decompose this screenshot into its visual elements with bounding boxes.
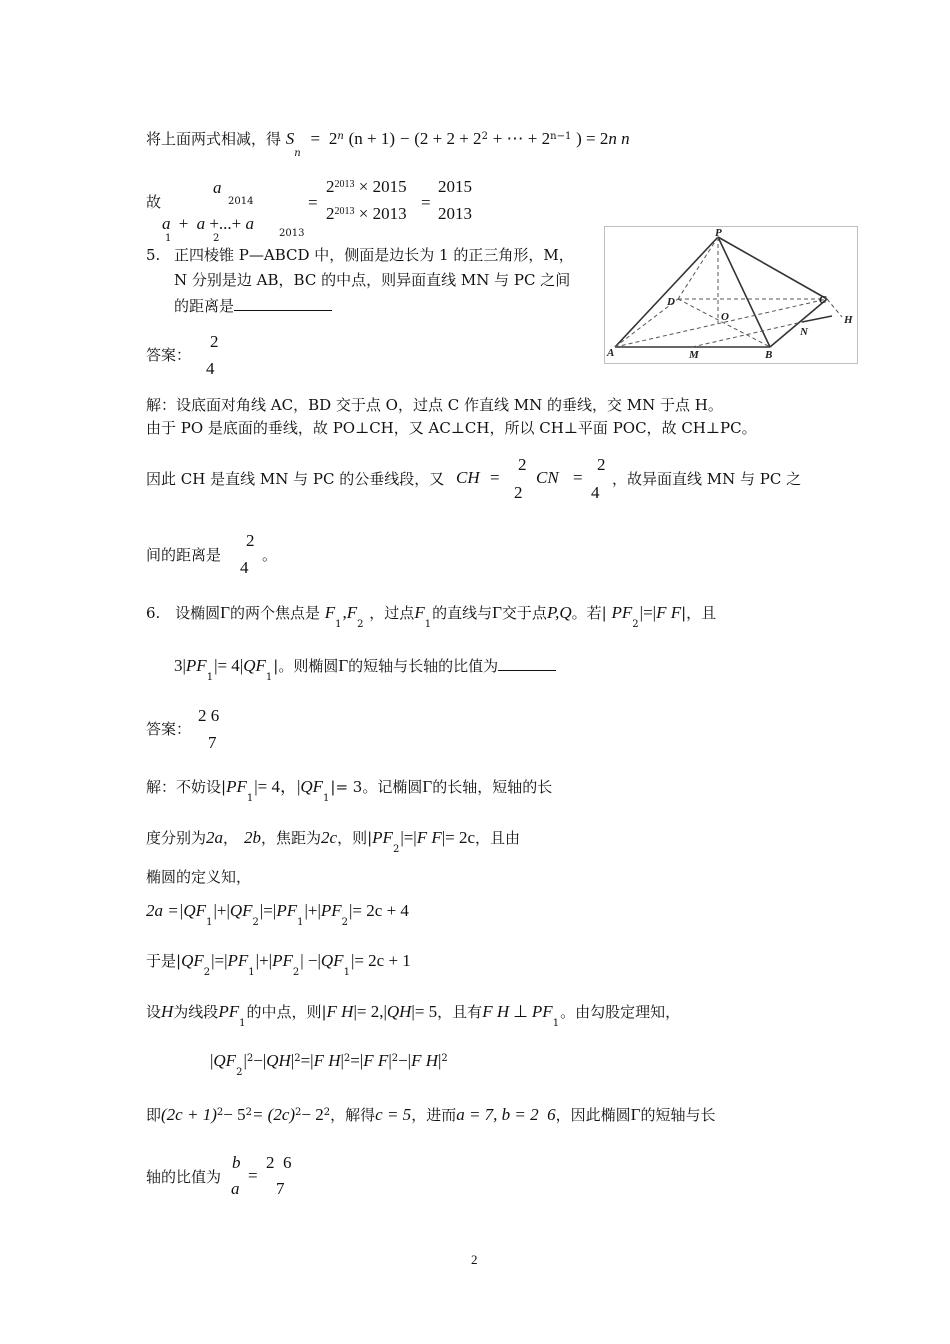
- math-symbol: =: [490, 468, 500, 487]
- subscript: 1: [343, 967, 350, 978]
- math-symbol: =: [308, 193, 318, 212]
- math-symbol: =: [310, 129, 321, 148]
- math-symbol: F: [324, 603, 336, 622]
- subscript: 2013: [279, 228, 305, 239]
- math-symbol: |= 4，|: [254, 777, 301, 796]
- math-symbol: PF: [185, 656, 207, 675]
- text: ，过点: [369, 604, 415, 622]
- math-symbol: QF: [181, 951, 204, 970]
- solution-text: 由于 PO 是底面的垂线，故 PO⊥CH，又 AC⊥CH，所以 CH⊥平面 POC，故 CH⊥PC。: [146, 419, 757, 437]
- subscript: 1: [246, 793, 254, 804]
- math-symbol: P,Q: [546, 603, 572, 622]
- text: 故: [146, 193, 162, 211]
- math-symbol: 2b: [244, 828, 262, 847]
- denominator: [162, 214, 254, 234]
- label-N: N: [800, 326, 808, 338]
- text: 为线段: [173, 1003, 219, 1021]
- math-expr: ) = 2: [576, 129, 609, 148]
- math-symbol: | −|: [300, 951, 321, 970]
- math-symbol: =: [248, 1166, 258, 1185]
- superscript: n−1: [550, 131, 572, 142]
- math-symbol: |: [290, 1051, 295, 1070]
- text: 的长轴，短轴的长: [432, 778, 553, 796]
- math-symbol: QF: [229, 901, 253, 920]
- label-C: C: [819, 294, 827, 306]
- math-symbol: |+|: [213, 901, 230, 920]
- math-symbol: F H: [313, 1051, 341, 1070]
- math-symbol: QF: [300, 777, 324, 796]
- solution-text: 解：设底面对角线 AC，BD 交于点 O，过点 C 作直线 MN 的垂线，交 MN 于点 H。: [146, 396, 723, 414]
- label-A: A: [607, 347, 615, 359]
- subscript: 2: [632, 619, 639, 630]
- math-expr: + ⋯ + 2: [492, 129, 551, 148]
- superscript: 2: [246, 1053, 254, 1064]
- math-symbol: Γ: [338, 656, 349, 675]
- question-number: 5.: [146, 246, 161, 264]
- math-symbol: F F: [416, 828, 442, 847]
- math-symbol: × 2015: [358, 177, 407, 196]
- math-symbol: −|: [398, 1051, 412, 1070]
- text: 交于点: [501, 604, 547, 622]
- math-symbol: +: [178, 214, 189, 233]
- fraction-numerator: 2: [518, 455, 527, 474]
- math-symbol: QF: [213, 1051, 237, 1070]
- math-symbol: |=|: [639, 603, 657, 622]
- answer-numerator: 2 6: [198, 706, 220, 725]
- derivation-line-1: [146, 129, 630, 159]
- math-symbol: 2: [328, 129, 338, 148]
- subscript: 1: [297, 917, 304, 928]
- math-symbol: a: [245, 214, 255, 233]
- math-symbol: |= 2c: [441, 828, 476, 847]
- fraction-denominator: 4: [240, 558, 249, 577]
- label-D: D: [667, 296, 675, 308]
- label-P: P: [715, 227, 722, 239]
- fraction-numerator: b: [232, 1153, 241, 1172]
- math-symbol: = (2c): [251, 1105, 296, 1124]
- pyramid-figure: [604, 226, 858, 364]
- math-symbol: PF: [320, 901, 342, 920]
- subscript: 1: [206, 672, 214, 683]
- text: 的两个焦点是: [229, 604, 320, 622]
- math-symbol: CN: [536, 468, 559, 487]
- text: ，因此椭圆: [555, 1106, 631, 1124]
- denominator: 2013: [438, 204, 472, 223]
- math-symbol: PF: [372, 828, 393, 847]
- text: ，进而: [411, 1106, 457, 1124]
- question-text: [174, 296, 332, 315]
- math-symbol: PF: [611, 603, 633, 622]
- math-symbol: − 2: [301, 1105, 324, 1124]
- text: 。由勾股定理知，: [560, 1003, 681, 1021]
- superscript: 2: [294, 1053, 301, 1064]
- math-symbol: |: [340, 1051, 344, 1070]
- math-symbol: |=|: [400, 828, 417, 847]
- math-symbol: Γ: [422, 777, 433, 796]
- fraction-denominator: 2: [514, 483, 523, 502]
- subscript: 1: [248, 967, 255, 978]
- math-symbol: a: [196, 214, 206, 233]
- answer-denominator: 4: [206, 359, 215, 378]
- math-symbol: −: [399, 129, 410, 148]
- subscript: 1: [335, 619, 342, 630]
- fraction-numerator: 2: [597, 455, 606, 474]
- text: 设: [146, 1003, 162, 1021]
- answer-label: 答案：: [146, 720, 192, 738]
- solution-text: 。: [262, 546, 278, 564]
- subscript: 2: [203, 967, 211, 978]
- superscript: 2: [216, 1107, 224, 1118]
- text: 的中点，则|: [246, 1003, 327, 1021]
- question-text: [146, 603, 717, 630]
- math-symbol: F: [414, 603, 425, 622]
- math-symbol: |+|: [304, 901, 321, 920]
- math-symbol: PF: [272, 951, 293, 970]
- math-symbol: Γ: [492, 603, 502, 622]
- solution-text: 椭圆的定义知，: [146, 868, 252, 886]
- math-symbol: 2: [326, 204, 335, 223]
- superscript: 2: [343, 1053, 351, 1064]
- solution-text: 间的距离是: [146, 546, 222, 564]
- text: ，且由: [475, 829, 521, 847]
- math-symbol: PF: [531, 1002, 553, 1021]
- text: 将上面两式相减，得: [146, 130, 282, 148]
- equation-line: [210, 1051, 448, 1078]
- text: ，焦距为: [261, 829, 322, 847]
- math-symbol: |=|: [259, 901, 277, 920]
- math-symbol: QF: [320, 951, 344, 970]
- solution-text: 轴的比值为: [146, 1168, 222, 1186]
- math-symbol: 2a =|: [146, 901, 184, 920]
- solution-line: [146, 470, 444, 488]
- subscript: 1: [265, 672, 273, 683]
- subscript: 1: [239, 1018, 246, 1029]
- math-symbol: |= 5: [411, 1002, 438, 1021]
- equation-line: [146, 951, 411, 978]
- math-symbol: QF: [243, 656, 266, 675]
- math-symbol: QH: [386, 1002, 412, 1021]
- text: ，则|: [337, 829, 373, 847]
- subscript: 1: [424, 619, 432, 630]
- equation-line: [146, 901, 409, 928]
- superscript: 2: [245, 1107, 252, 1118]
- math-symbol: =: [573, 468, 583, 487]
- text: 于是|: [146, 952, 182, 970]
- question-text: N 分别是边 AB，BC 的中点，则异面直线 MN 与 PC 之间: [174, 271, 571, 289]
- superscript: 2: [391, 1053, 399, 1064]
- superscript: n: [337, 131, 344, 142]
- math-symbol: Γ: [220, 603, 230, 622]
- subscript: 2014: [228, 196, 254, 207]
- label-O: O: [721, 311, 729, 323]
- math-symbol: H: [161, 1002, 174, 1021]
- math-symbol: × 2013: [358, 204, 407, 223]
- math-symbol: 2c: [321, 828, 338, 847]
- superscript: 2013: [334, 206, 355, 217]
- fraction-numerator: 2: [246, 531, 255, 550]
- math-symbol: S: [285, 129, 295, 148]
- math-symbol: F H: [411, 1051, 439, 1070]
- text: |。则椭圆: [273, 657, 339, 675]
- answer-numerator: 2: [210, 332, 219, 351]
- fraction-denominator: 4: [591, 483, 600, 502]
- math-symbol: a: [162, 214, 171, 233]
- text: |，且: [681, 604, 717, 622]
- answer-blank: [498, 656, 556, 671]
- math-symbol: CH: [456, 468, 480, 487]
- subscript: 1: [552, 1018, 560, 1029]
- text: 的距离是: [174, 297, 235, 315]
- math-expr: (2 + 2 + 2: [414, 129, 482, 148]
- math-symbol: (2c + 1): [161, 1105, 217, 1124]
- subscript: 2: [292, 967, 300, 978]
- math-symbol: |= 4|: [214, 656, 244, 675]
- text: 即: [146, 1106, 162, 1124]
- math-symbol: +...+: [209, 214, 242, 233]
- math-symbol: PF: [218, 1002, 240, 1021]
- superscript: 2: [481, 131, 488, 142]
- math-symbol: |=|: [211, 951, 228, 970]
- math-symbol: QF: [183, 901, 207, 920]
- math-symbol: Γ: [630, 1105, 641, 1124]
- text: 的直线与: [432, 604, 493, 622]
- math-symbol: 2: [326, 177, 335, 196]
- math-symbol: |: [438, 1051, 442, 1070]
- subscript: 2: [341, 917, 349, 928]
- math-symbol: ⊥: [513, 1002, 528, 1021]
- label-B: B: [765, 349, 773, 361]
- math-symbol: F H: [326, 1002, 354, 1021]
- subscript: n: [294, 148, 301, 159]
- math-symbol: |+|: [255, 951, 273, 970]
- math-symbol: =: [421, 193, 431, 212]
- math-symbol: −|: [253, 1051, 267, 1070]
- math-symbol: |: [210, 1051, 214, 1070]
- solution-text: ，故异面直线 MN 与 PC 之: [612, 470, 802, 488]
- question-number: 6.: [146, 604, 161, 622]
- superscript: 2013: [334, 179, 355, 190]
- fraction-denominator: 7: [276, 1179, 285, 1198]
- math-symbol: − 5: [223, 1105, 246, 1124]
- label-H: H: [844, 314, 853, 326]
- solution-line: [146, 1106, 716, 1127]
- math-symbol: 3|: [174, 656, 186, 675]
- text: 的短轴与长: [640, 1106, 716, 1124]
- text: ，且有: [437, 1003, 483, 1021]
- math-symbol: =|: [300, 1051, 314, 1070]
- math-symbol: =|: [350, 1051, 364, 1070]
- math-symbol: |: [243, 1051, 247, 1070]
- label-M: M: [689, 349, 699, 361]
- math-symbol: |: [388, 1051, 392, 1070]
- question-text: [174, 656, 556, 683]
- subscript: 2: [357, 619, 364, 630]
- math-expr: (n + 1): [348, 129, 396, 148]
- text: 设椭圆: [175, 604, 221, 622]
- text: |= 3。记椭圆: [330, 778, 423, 796]
- math-symbol: c = 5: [375, 1105, 412, 1124]
- subscript: 2: [213, 233, 220, 244]
- math-symbol: F F: [656, 603, 682, 622]
- math-symbol: 2a: [206, 828, 224, 847]
- subscript: 2: [252, 917, 259, 928]
- superscript: n n: [608, 129, 630, 148]
- subscript: 2: [392, 844, 400, 855]
- answer-blank: [234, 296, 332, 311]
- math-symbol: ,: [342, 603, 347, 622]
- subscript: 1: [323, 793, 330, 804]
- numerator: 2015: [438, 177, 472, 196]
- math-symbol: PF: [226, 777, 247, 796]
- text: 的短轴与长轴的比值为: [348, 657, 499, 675]
- text: 因此 CH 是直线 MN 与 PC 的公垂线段，又: [146, 470, 445, 488]
- math-symbol: PF: [276, 901, 298, 920]
- math-symbol: QH: [266, 1051, 291, 1070]
- fraction-denominator: a: [231, 1179, 240, 1198]
- text: 。若|: [571, 604, 607, 622]
- text: 解：不妨设|: [146, 778, 227, 796]
- numerator: [326, 177, 407, 197]
- numerator-a: a: [213, 178, 222, 197]
- denominator: [326, 204, 407, 224]
- math-symbol: F F: [363, 1051, 389, 1070]
- answer-denominator: 7: [208, 733, 217, 752]
- superscript: 2: [295, 1107, 302, 1118]
- text: ，解得: [330, 1106, 376, 1124]
- page-number: 2: [471, 1252, 478, 1267]
- math-symbol: |= 2c + 4: [349, 901, 409, 920]
- subscript: 1: [206, 917, 213, 928]
- pyramid-diagram: [605, 227, 857, 363]
- answer-label: 答案：: [146, 346, 192, 364]
- text: 度分别为: [146, 829, 207, 847]
- superscript: 2: [323, 1107, 331, 1118]
- math-symbol: a = 7, b = 2 6: [456, 1105, 556, 1124]
- math-symbol: F H: [482, 1002, 510, 1021]
- math-symbol: F: [346, 603, 358, 622]
- fraction-numerator: 2 6: [266, 1153, 292, 1172]
- solution-line: 度分别为2a， 2b，焦距为2c，则$|PF_2|=|F$ F|= 2c，且由: [146, 828, 521, 855]
- question-text: 正四棱锥 P—ABCD 中，侧面是边长为 1 的正三角形，M，: [174, 246, 574, 264]
- math-symbol: PF: [227, 951, 249, 970]
- solution-line: [146, 1002, 681, 1029]
- math-symbol: |= 2c + 1: [350, 951, 411, 970]
- math-symbol: |= 2,|: [353, 1002, 387, 1021]
- solution-line: [146, 777, 553, 804]
- subscript: 1: [165, 233, 172, 244]
- superscript: 2: [441, 1053, 448, 1064]
- subscript: 2: [236, 1067, 243, 1078]
